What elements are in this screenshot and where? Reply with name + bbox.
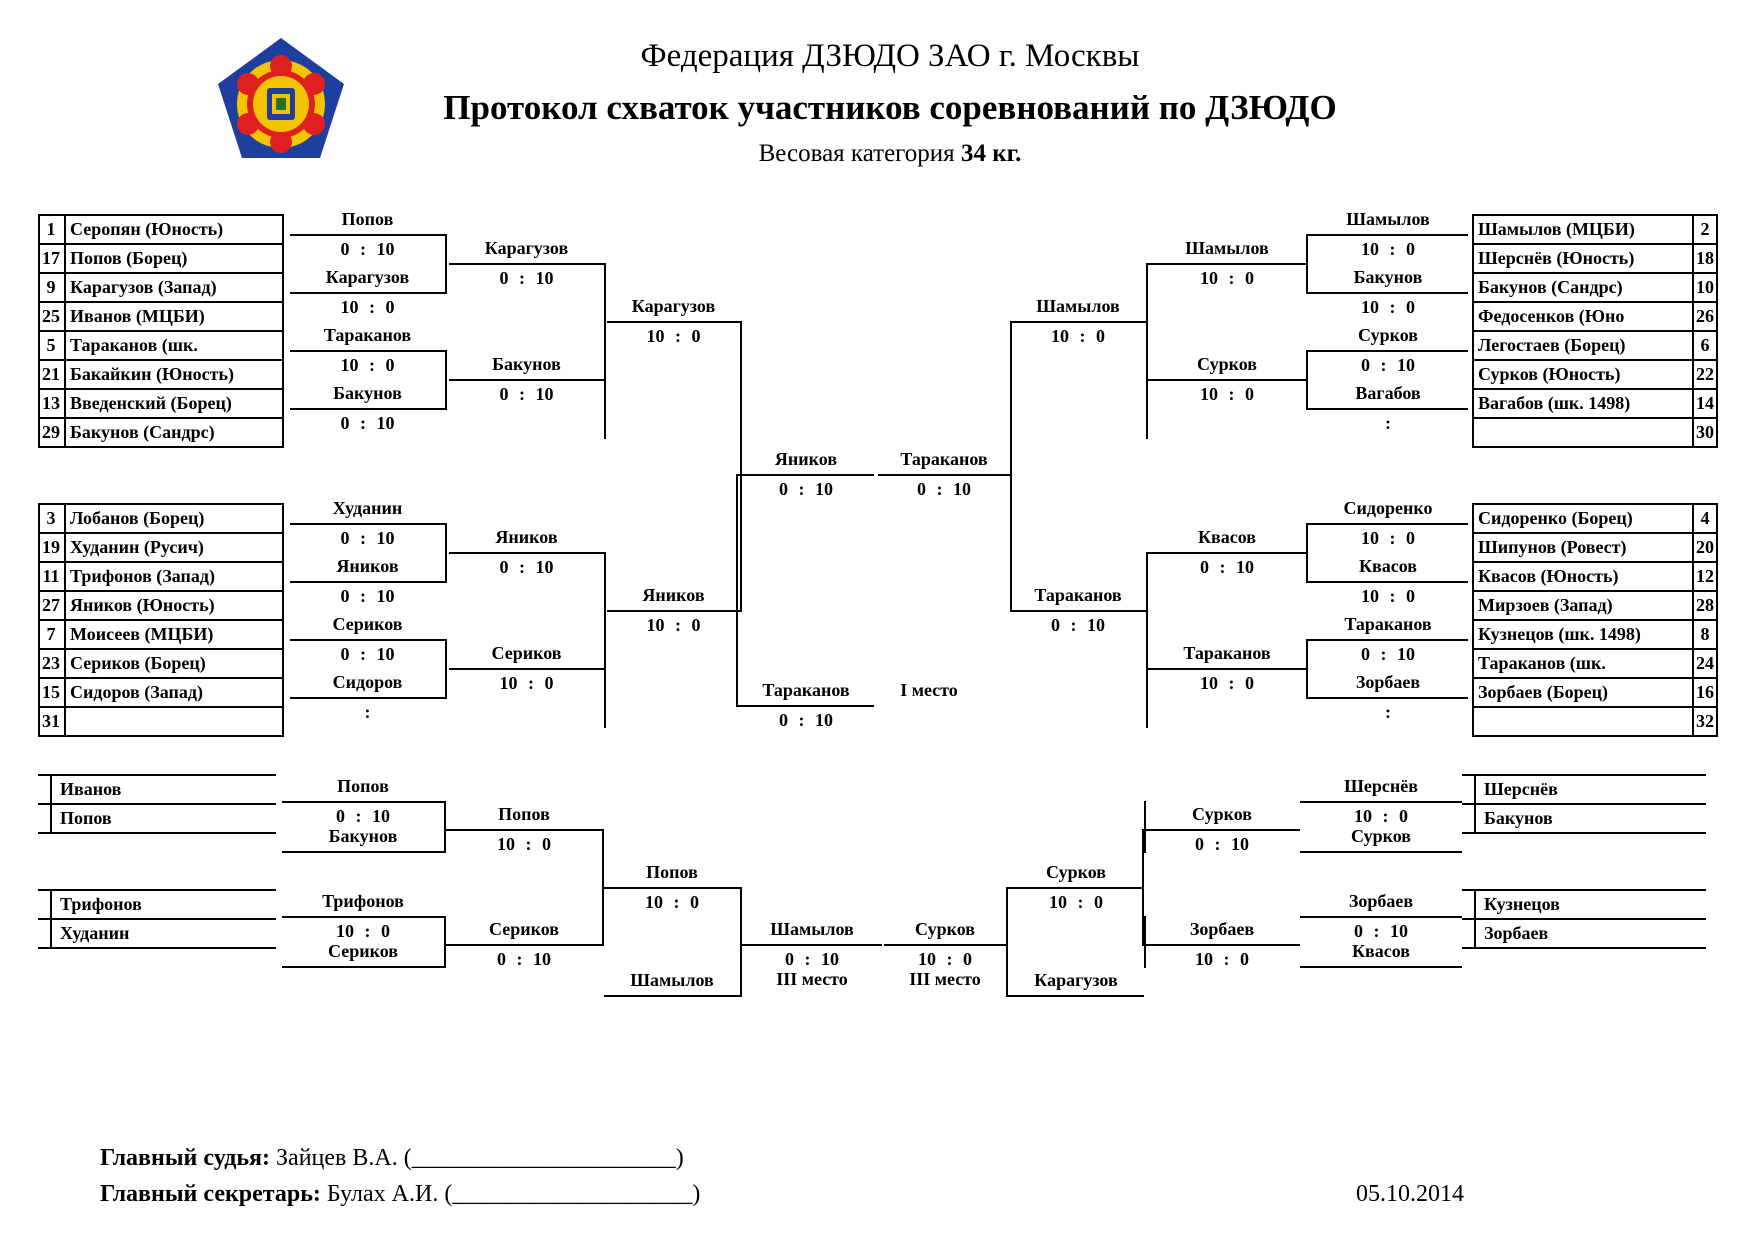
match-score: 0 : 10	[499, 384, 554, 404]
participant-number: 10	[1696, 277, 1714, 297]
match-winner: Шамылов	[1185, 238, 1269, 258]
match-score: 10 : 0	[1361, 586, 1415, 606]
match-score: 10 : 0	[1195, 949, 1249, 969]
weight-category-value: 34 кг.	[960, 140, 1022, 167]
participant-name: Бакунов (Сандрс)	[70, 422, 215, 442]
match-winner: Шамылов	[630, 970, 714, 990]
participant-name: Введенский (Борец)	[70, 393, 232, 413]
match-winner: Тараканов	[1183, 643, 1271, 663]
bracket-line	[282, 916, 444, 918]
bracket-line	[1146, 263, 1148, 381]
participant-name: Квасов (Юность)	[1478, 566, 1619, 586]
participant-number: 4	[1700, 508, 1710, 528]
bracket-line	[604, 263, 606, 381]
match-score: 0 : 10	[917, 479, 971, 499]
bracket-line	[1300, 966, 1462, 968]
match-score: 10 : 0	[336, 921, 390, 941]
match-winner: Карагузов	[325, 267, 410, 287]
match-score: 10 : 0	[1361, 239, 1415, 259]
match-score: 0 : 10	[779, 710, 833, 730]
match-score: 10 : 0	[340, 297, 395, 317]
bracket-line	[1308, 292, 1468, 294]
participant-number: 27	[42, 595, 60, 615]
match-score: 0 : 10	[1354, 921, 1408, 941]
bracket-line	[1308, 350, 1468, 352]
match-score: 10 : 0	[497, 834, 551, 854]
match-winner: Квасов	[1358, 556, 1418, 576]
participant-name: Мирзоев (Запад)	[1478, 595, 1613, 615]
bracket-line	[50, 889, 52, 947]
bracket-line	[449, 263, 604, 265]
bracket-line	[1300, 851, 1462, 853]
participant-number: 14	[1696, 393, 1714, 413]
match-score: 10 : 0	[1200, 384, 1254, 404]
repechage-name: Попов	[60, 808, 112, 828]
participant-number: 20	[1696, 537, 1714, 557]
participant-number: 29	[42, 422, 60, 442]
match-winner: Сериков	[491, 643, 562, 663]
bracket-line	[607, 610, 740, 612]
participant-number: 23	[42, 653, 60, 673]
match-score: 0 : 10	[340, 644, 395, 664]
bracket-line	[738, 705, 874, 707]
match-score: 10 : 0	[645, 892, 699, 912]
match-winner: Карагузов	[1034, 970, 1118, 990]
match-winner: Шамылов	[1036, 296, 1120, 316]
bracket-line	[742, 944, 882, 946]
participant-name: Бакунов (Сандрс)	[1478, 277, 1623, 297]
match-score: 0 : 10	[1361, 644, 1415, 664]
bracket-line	[449, 668, 604, 670]
match-winner: Попов	[646, 862, 698, 882]
weight-category	[0, 140, 1754, 168]
match-score: 0 : 10	[1195, 834, 1249, 854]
match-score: 0 : 10	[1361, 355, 1415, 375]
participant-name: Серопян (Юность)	[70, 219, 224, 239]
match-score: 0 : 10	[499, 557, 554, 577]
match-score: 0 : 10	[497, 949, 551, 969]
match-winner: Бакунов	[492, 354, 561, 374]
bracket-line	[1308, 523, 1468, 525]
match-score: 0 : 10	[1200, 557, 1254, 577]
bracket-line	[1300, 801, 1462, 803]
bracket-line	[1308, 581, 1468, 583]
match-score: 10 : 0	[340, 355, 395, 375]
match-score: 0 : 10	[340, 239, 395, 259]
participant-number: 19	[42, 537, 60, 557]
bracket-line	[1300, 916, 1462, 918]
bracket-line	[1306, 350, 1308, 410]
chief-judge-name: Зайцев В.А. (______________________)	[276, 1145, 684, 1171]
match-score: 10 : 0	[1354, 806, 1408, 826]
bracket-line	[1008, 887, 1144, 889]
bracket-line	[290, 523, 445, 525]
match-winner: Тараканов	[1034, 585, 1122, 605]
match-winner: Тараканов	[762, 680, 850, 700]
participant-name: Иванов (МЦБИ)	[70, 306, 205, 326]
match-score: 0 : 10	[785, 949, 839, 969]
participant-number: 6	[1700, 335, 1710, 355]
participant-number: 18	[1696, 248, 1714, 268]
participant-number: 15	[42, 682, 60, 702]
bracket-line	[290, 350, 445, 352]
bracket-line	[1144, 801, 1146, 853]
bracket-line	[290, 408, 445, 410]
match-winner: Бакунов	[328, 826, 398, 846]
participant-name: Шамылов (МЦБИ)	[1478, 219, 1635, 239]
bracket-line	[445, 234, 447, 294]
match-score: :	[364, 702, 371, 722]
participant-name: Тараканов (шк.	[70, 335, 198, 355]
participant-name: Зорбаев (Борец)	[1478, 682, 1608, 702]
bracket-line	[1146, 263, 1308, 265]
match-score: 10 : 0	[1361, 297, 1415, 317]
participant-number: 13	[42, 393, 60, 413]
participant-name: Сидоренко (Борец)	[1478, 508, 1633, 528]
match-score: 0 : 10	[1051, 615, 1105, 635]
participant-name: Шерснёв (Юность)	[1478, 248, 1635, 268]
participant-number: 17	[42, 248, 60, 268]
match-winner: Сурков	[1046, 862, 1106, 882]
bracket-line	[282, 851, 444, 853]
bracket-line	[1474, 889, 1476, 947]
federation-title: Федерация ДЗЮДО ЗАО г. Москвы	[640, 38, 1140, 74]
participant-name: Лобанов (Борец)	[70, 508, 205, 528]
bracket-line	[449, 552, 604, 554]
match-score: 10 : 0	[646, 615, 701, 635]
match-score: 10 : 0	[499, 673, 554, 693]
participant-number: 21	[42, 364, 60, 384]
bracket-line	[1006, 887, 1008, 997]
participant-name: Кузнецов (шк. 1498)	[1478, 624, 1641, 644]
bracket-line	[1144, 916, 1146, 968]
match-winner: Худанин	[332, 498, 403, 518]
bracket-line	[1144, 944, 1300, 946]
bracket-line	[1010, 321, 1146, 323]
bracket-line	[444, 916, 446, 968]
match-winner: Трифонов	[322, 891, 404, 911]
bracket-line	[607, 321, 740, 323]
bracket-line	[1308, 234, 1468, 236]
bracket-line	[1146, 552, 1308, 554]
participant-number: 28	[1696, 595, 1714, 615]
match-winner: Зорбаев	[1355, 672, 1421, 692]
match-score: 10 : 0	[646, 326, 701, 346]
bracket-line	[884, 944, 1006, 946]
bracket-line	[604, 668, 606, 728]
bracket-line	[282, 966, 444, 968]
match-winner: Тараканов	[323, 325, 412, 345]
match-winner: Квасов	[1197, 527, 1257, 547]
participant-name: Вагабов (шк. 1498)	[1478, 393, 1631, 413]
bracket-line	[736, 474, 738, 707]
bracket-line	[38, 706, 284, 708]
match-winner: Тараканов	[900, 449, 988, 469]
participant-name: Моисеев (МЦБИ)	[70, 624, 214, 644]
chief-secretary	[100, 1181, 700, 1208]
participant-number: 1	[46, 219, 56, 239]
bracket-line	[1306, 639, 1308, 699]
participant-number: 11	[42, 566, 60, 586]
participant-number: 5	[46, 335, 56, 355]
bracket-line	[604, 995, 740, 997]
match-winner: Вагабов	[1355, 383, 1421, 403]
match-winner: Карагузов	[631, 296, 716, 316]
participant-name: Трифонов (Запад)	[70, 566, 216, 586]
participant-number: 32	[1696, 711, 1714, 731]
match-score: 10 : 0	[1051, 326, 1105, 346]
chief-judge-label: Главный судья:	[100, 1145, 271, 1171]
match-score: 10 : 0	[918, 949, 972, 969]
participant-number: 9	[46, 277, 56, 297]
match-score: 0 : 10	[340, 586, 395, 606]
bracket-line	[1146, 668, 1308, 670]
bracket-line	[738, 474, 874, 476]
match-winner: Сериков	[489, 919, 559, 939]
bracket-line	[1472, 706, 1718, 708]
match-score: 0 : 10	[779, 479, 833, 499]
bracket-line	[1146, 668, 1148, 728]
match-score: 10 : 0	[1049, 892, 1103, 912]
bracket-line	[1010, 610, 1146, 612]
match-winner: Шамылов	[1346, 209, 1430, 229]
match-winner: Яников	[642, 585, 705, 605]
bracket-line	[446, 829, 602, 831]
match-winner: Яников	[495, 527, 558, 547]
chief-secretary-name: Булах А.И. (____________________)	[326, 1181, 701, 1207]
bracket-line	[445, 523, 447, 583]
protocol-title: Протокол схваток участников соревнований по ДЗЮДО	[443, 88, 1337, 127]
bracket-line	[1146, 379, 1308, 381]
participant-name: Тараканов (шк.	[1478, 653, 1606, 673]
match-score: 10 : 0	[1200, 673, 1254, 693]
bracket-line	[445, 350, 447, 410]
match-winner: Сурков	[1197, 354, 1257, 374]
participant-number: 26	[1696, 306, 1714, 326]
chief-secretary-label: Главный секретарь:	[100, 1181, 321, 1207]
bracket-line	[1474, 774, 1476, 832]
participant-name: Сериков (Борец)	[70, 653, 206, 673]
repechage-name: Трифонов	[60, 894, 142, 914]
place-third: III место	[776, 969, 848, 989]
match-winner: Сериков	[328, 941, 398, 961]
participant-number: 22	[1696, 364, 1714, 384]
participant-name: Сидоров (Запад)	[70, 682, 203, 702]
match-winner: Карагузов	[484, 238, 569, 258]
bracket-line	[602, 829, 604, 946]
bracket-line	[1308, 408, 1468, 410]
bracket-line	[444, 801, 446, 853]
match-winner: Сериков	[332, 614, 403, 634]
match-winner: Сурков	[1351, 826, 1411, 846]
participant-number: 16	[1696, 682, 1714, 702]
match-winner: Бакунов	[1353, 267, 1423, 287]
place-first: I место	[900, 680, 958, 700]
match-winner: Квасов	[1351, 941, 1411, 961]
participant-number: 12	[1696, 566, 1714, 586]
match-winner: Бакунов	[333, 383, 402, 403]
bracket-line	[604, 887, 740, 889]
bracket-line	[1146, 379, 1148, 439]
repechage-name: Шерснёв	[1484, 779, 1558, 799]
match-winner: Тараканов	[1344, 614, 1432, 634]
weight-category-label: Весовая категория	[758, 140, 955, 167]
participant-name: Худанин (Русич)	[70, 537, 204, 557]
participant-number: 24	[1696, 653, 1714, 673]
bracket-line	[290, 234, 445, 236]
participant-number: 2	[1700, 219, 1710, 239]
match-winner: Попов	[498, 804, 550, 824]
participant-number: 7	[46, 624, 56, 644]
bracket-line	[1144, 829, 1300, 831]
participant-number: 31	[42, 711, 60, 731]
match-score: :	[1385, 413, 1391, 433]
participant-name: Карагузов (Запад)	[70, 277, 217, 297]
bracket-line	[1010, 321, 1012, 612]
bracket-line	[290, 697, 445, 699]
match-winner: Попов	[337, 776, 389, 796]
bracket-line	[1306, 234, 1308, 294]
participant-number: 8	[1700, 624, 1710, 644]
participant-name: Бакайкин (Юность)	[70, 364, 234, 384]
match-score: 10 : 0	[1361, 528, 1415, 548]
match-winner: Сурков	[915, 919, 975, 939]
bracket-line	[604, 379, 606, 439]
match-winner: Сурков	[1192, 804, 1252, 824]
bracket-line	[1142, 829, 1144, 946]
bracket-line	[290, 581, 445, 583]
bracket-line	[446, 944, 602, 946]
bracket-line	[445, 639, 447, 699]
match-winner: Сидоров	[332, 672, 403, 692]
bracket-line	[1146, 552, 1148, 670]
bracket-line	[1308, 697, 1468, 699]
bracket-line	[1308, 639, 1468, 641]
match-score: 0 : 10	[336, 806, 390, 826]
repechage-name: Зорбаев	[1484, 923, 1549, 943]
bracket-line	[290, 292, 445, 294]
repechage-name: Кузнецов	[1484, 894, 1560, 914]
match-winner: Попов	[341, 209, 394, 229]
match-winner: Сурков	[1358, 325, 1418, 345]
bracket-line	[604, 552, 606, 670]
participant-name: Сурков (Юность)	[1478, 364, 1621, 384]
bracket-line	[740, 321, 742, 612]
match-winner: Яников	[336, 556, 399, 576]
participant-name: Яников (Юность)	[70, 595, 215, 615]
participant-name: Федосенков (Юно	[1478, 306, 1625, 326]
bracket-line	[449, 379, 604, 381]
participant-number: 3	[46, 508, 56, 528]
repechage-name: Бакунов	[1484, 808, 1553, 828]
bracket-line	[1008, 995, 1144, 997]
participant-number: 25	[42, 306, 60, 326]
match-winner: Сидоренко	[1343, 498, 1433, 518]
bracket-line	[50, 774, 52, 832]
bracket-line	[64, 706, 66, 735]
participant-number: 30	[1696, 422, 1714, 442]
protocol-date: 05.10.2014	[1356, 1181, 1464, 1207]
match-score: 0 : 10	[340, 528, 395, 548]
match-score: :	[1385, 702, 1391, 722]
bracket-line	[282, 801, 444, 803]
match-score: 0 : 10	[499, 268, 554, 288]
participant-name: Легостаев (Борец)	[1478, 335, 1626, 355]
bracket-line	[878, 474, 1010, 476]
participant-name: Попов (Борец)	[70, 248, 188, 268]
match-winner: Зорбаев	[1189, 919, 1255, 939]
place-third: III место	[909, 969, 981, 989]
bracket-line	[1472, 417, 1718, 419]
match-winner: Шамылов	[770, 919, 854, 939]
match-score: 0 : 10	[340, 413, 395, 433]
match-winner: Зорбаев	[1348, 891, 1414, 911]
repechage-name: Иванов	[60, 779, 122, 799]
match-winner: Шерснёв	[1344, 776, 1418, 796]
repechage-name: Худанин	[60, 923, 130, 943]
match-winner: Яников	[774, 449, 838, 469]
chief-judge	[100, 1145, 684, 1172]
match-score: 10 : 0	[1200, 268, 1254, 288]
participant-name: Шипунов (Ровест)	[1478, 537, 1627, 557]
bracket-line	[290, 639, 445, 641]
bracket-line	[1306, 523, 1308, 583]
